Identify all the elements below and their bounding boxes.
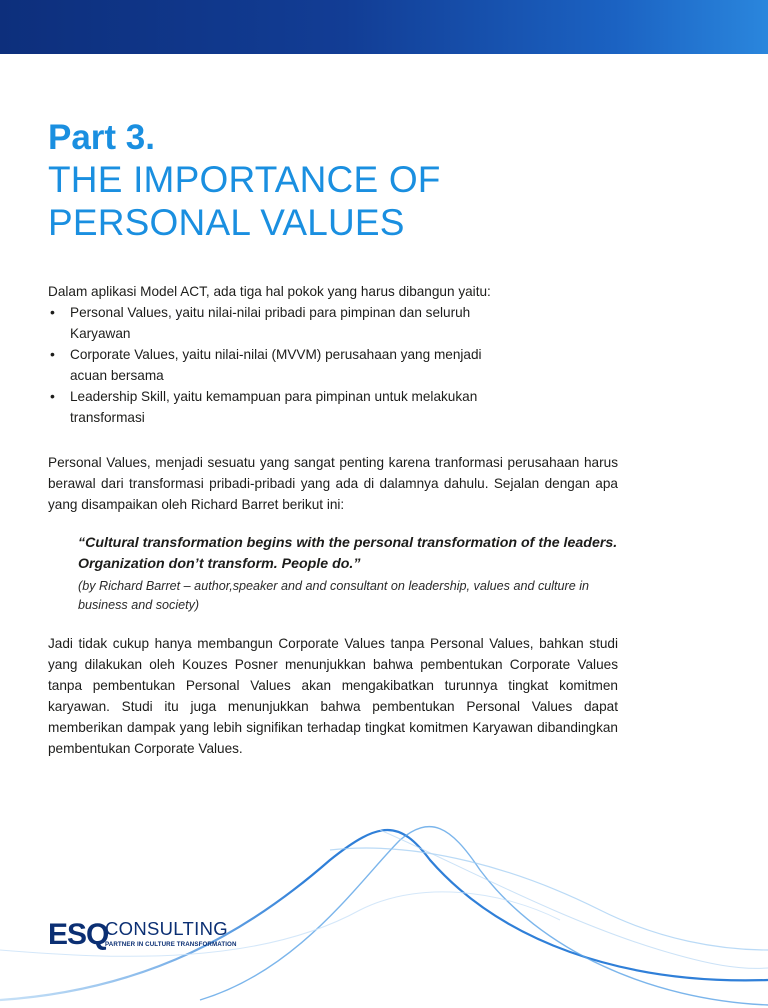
bullet-text: Leadership Skill, yaitu kemampuan para pimpinan untuk melakukan transformasi xyxy=(70,389,478,425)
bullet-text: Personal Values, yaitu nilai-nilai pribadi para pimpinan dan seluruh Karyawan xyxy=(70,305,471,341)
quote-text: “Cultural transformation begins with the personal transformation of the leaders. Organization don’t transform. People do.” xyxy=(78,535,618,572)
bullet-text: Corporate Values, yaitu nilai-nilai (MVVM) perusahaan yang menjadi acuan bersama xyxy=(70,347,482,383)
logo-tagline: PARTNER IN CULTURE TRANSFORMATION xyxy=(105,941,237,948)
intro-text: Dalam aplikasi Model ACT, ada tiga hal pokok yang harus dibangun yaitu: xyxy=(48,284,491,299)
bullet-item xyxy=(48,386,490,428)
company-logo xyxy=(48,917,248,953)
part-title: Part 3. xyxy=(48,118,155,157)
title-block xyxy=(48,118,441,244)
quote-block xyxy=(78,533,618,615)
paragraph-2: Jadi tidak cukup hanya membangun Corporate Values tanpa Personal Values, bahkan studi yang dilakukan oleh Kouzes Posner menunjukkan bahwa pembentukan Corporate Values tanpa pembentukan Personal Values akan mengakibatkan turunnya tingkat komitmen karyawan. Studi itu juga menunjukkan bahwa pembentukan Personal Values dapat memberikan dampak yang lebih signifikan terhadap tingkat komitmen Karyawan dibandingkan pembentukan Corporate Values. xyxy=(48,636,618,756)
bullet-list xyxy=(48,302,618,428)
bullet-item xyxy=(48,344,490,386)
bullet-item xyxy=(48,302,490,344)
header-bar xyxy=(0,0,768,54)
bullet-icon: • xyxy=(50,304,55,320)
heading-line-2: PERSONAL VALUES xyxy=(48,202,405,243)
wave-line-main xyxy=(0,830,768,1000)
logo-esq: ESQ xyxy=(48,918,109,951)
quote-attribution: (by Richard Barret – author,speaker and and consultant on leadership, values and culture in business and society) xyxy=(78,579,590,612)
paragraph-1: Personal Values, menjadi sesuatu yang sangat penting karena tranformasi perusahaan harus berawal dari transformasi pribadi-pribadi yang ada di dalamnya dahulu. Sejalan dengan apa yang disampaikan oleh Richard Barret berikut ini: xyxy=(48,455,618,512)
heading-line-1: THE IMPORTANCE OF xyxy=(48,159,441,200)
bullet-icon: • xyxy=(50,388,55,404)
bullet-icon: • xyxy=(50,346,55,362)
body-content xyxy=(48,281,618,759)
logo-consulting: CONSULTING xyxy=(105,918,228,939)
wave-line-faint-3 xyxy=(380,830,768,968)
decorative-waves xyxy=(0,800,768,1008)
